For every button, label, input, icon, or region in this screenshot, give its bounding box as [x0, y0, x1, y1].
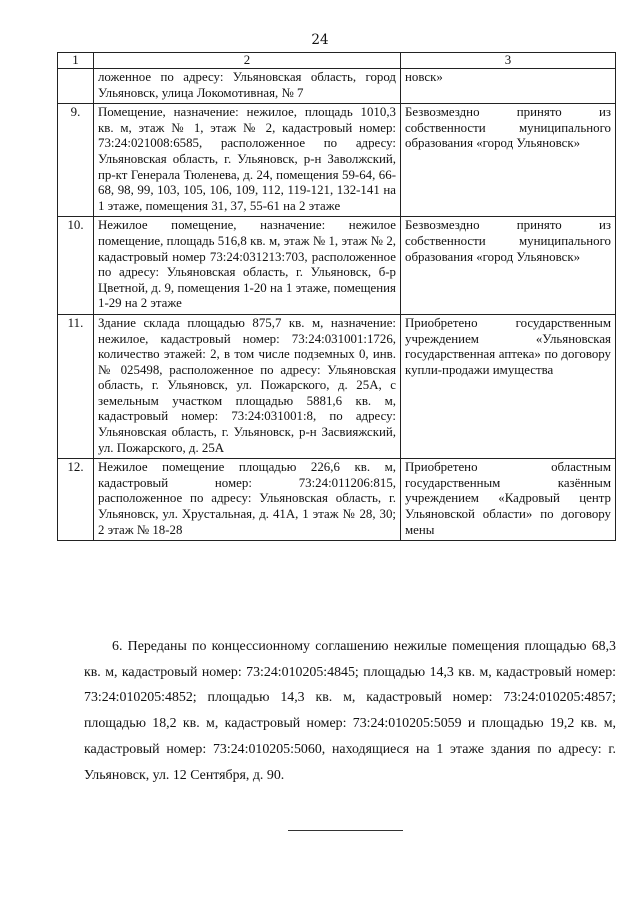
row-number: 10.	[58, 217, 94, 315]
acquisition-basis: новск»	[401, 69, 616, 104]
table-row	[58, 104, 616, 217]
header-col-2: 2	[94, 53, 401, 69]
row-number	[58, 69, 94, 104]
header-col-3: 3	[401, 53, 616, 69]
property-description: Помещение, назначение: нежилое, площадь 1010,3 кв. м, этаж № 1, этаж № 2, кадастровый номер: 73:24:021008:6585, расположенное по адресу: Ульяновская область, г. Ульяновск, р-н Заволжский, пр-кт Генерала Тюленева, д. 24, помещения 59-64, 66-68, 98, 99, 103, 105, 106, 109, 112, 119-121, 132-141 на 1 этаже, помещения 31, 37, 55-61 на 2 этаже	[94, 104, 401, 217]
table-row	[58, 69, 616, 104]
concession-paragraph	[84, 634, 616, 788]
property-table	[57, 52, 616, 541]
property-description: ложенное по адресу: Ульяновская область, город Ульяновск, улица Локомотивная, № 7	[94, 69, 401, 104]
acquisition-basis: Безвозмездно принято из собственности муниципального образования «город Ульяновск»	[401, 217, 616, 315]
property-description: Здание склада площадью 875,7 кв. м, назначение: нежилое, кадастровый номер: 73:24:031001:1726, количество этажей: 2, в том числе подземных 0, инв. № 025498, расположенное по адресу: Ульяновская область, г. Ульяновск, ул. Пожарского, д. 25А, с земельным участком площадью 5881,6 кв. м, кадастровый номер: 73:24:031001:8, по адресу: Ульяновская область, г. Ульяновск, р-н Засвияжский, ул. Пожарского, д. 25А	[94, 314, 401, 458]
table-row	[58, 314, 616, 458]
table-row	[58, 217, 616, 315]
property-description: Нежилое помещение, назначение: нежилое помещение, площадь 516,8 кв. м, этаж № 1, этаж № 2, кадастровый номер 73:24:031213:703, расположенное по адресу: Ульяновская область, г. Ульяновск, б-р Цветной, д. 9, помещения 1-20 на 1 этаже, помещения 1-29 на 2 этаже	[94, 217, 401, 315]
property-description: Нежилое помещение площадью 226,6 кв. м, кадастровый номер: 73:24:011206:815, расположенное по адресу: Ульяновская область, г. Ульяновск, ул. Хрустальная, д. 41А, 1 этаж № 28, 30; 2 этаж № 18-28	[94, 459, 401, 541]
table-header-row	[58, 53, 616, 69]
row-number: 11.	[58, 314, 94, 458]
end-divider	[288, 830, 403, 831]
table-row	[58, 459, 616, 541]
acquisition-basis: Безвозмездно принято из собственности муниципального образования «город Ульяновск»	[401, 104, 616, 217]
acquisition-basis: Приобретено государственным учреждением «Ульяновская государственная аптека» по договору купли-продажи имущества	[401, 314, 616, 458]
paragraph-text: 6. Переданы по концессионному соглашению нежилые помещения площадью 68,3 кв. м, кадастровый номер: 73:24:010205:4845; площадью 14,3 кв. м, кадастровый номер: 73:24:010205:4852; площадью 14,3 кв. м, кадастровый номер: 73:24:010205:4857; площадью 18,2 кв. м, кадастровый номер: 73:24:010205:5059 и площадью 19,2 кв. м, кадастровый номер: 73:24:010205:5060, находящиеся на 1 этаже здания по адресу: г. Ульяновск, ул. 12 Сентября, д. 90.	[84, 639, 616, 783]
header-col-1: 1	[58, 53, 94, 69]
acquisition-basis: Приобретено областным государственным казённым учреждением «Кадровый центр Ульяновской области» по договору мены	[401, 459, 616, 541]
row-number: 9.	[58, 104, 94, 217]
row-number: 12.	[58, 459, 94, 541]
page-number: 24	[311, 32, 329, 48]
